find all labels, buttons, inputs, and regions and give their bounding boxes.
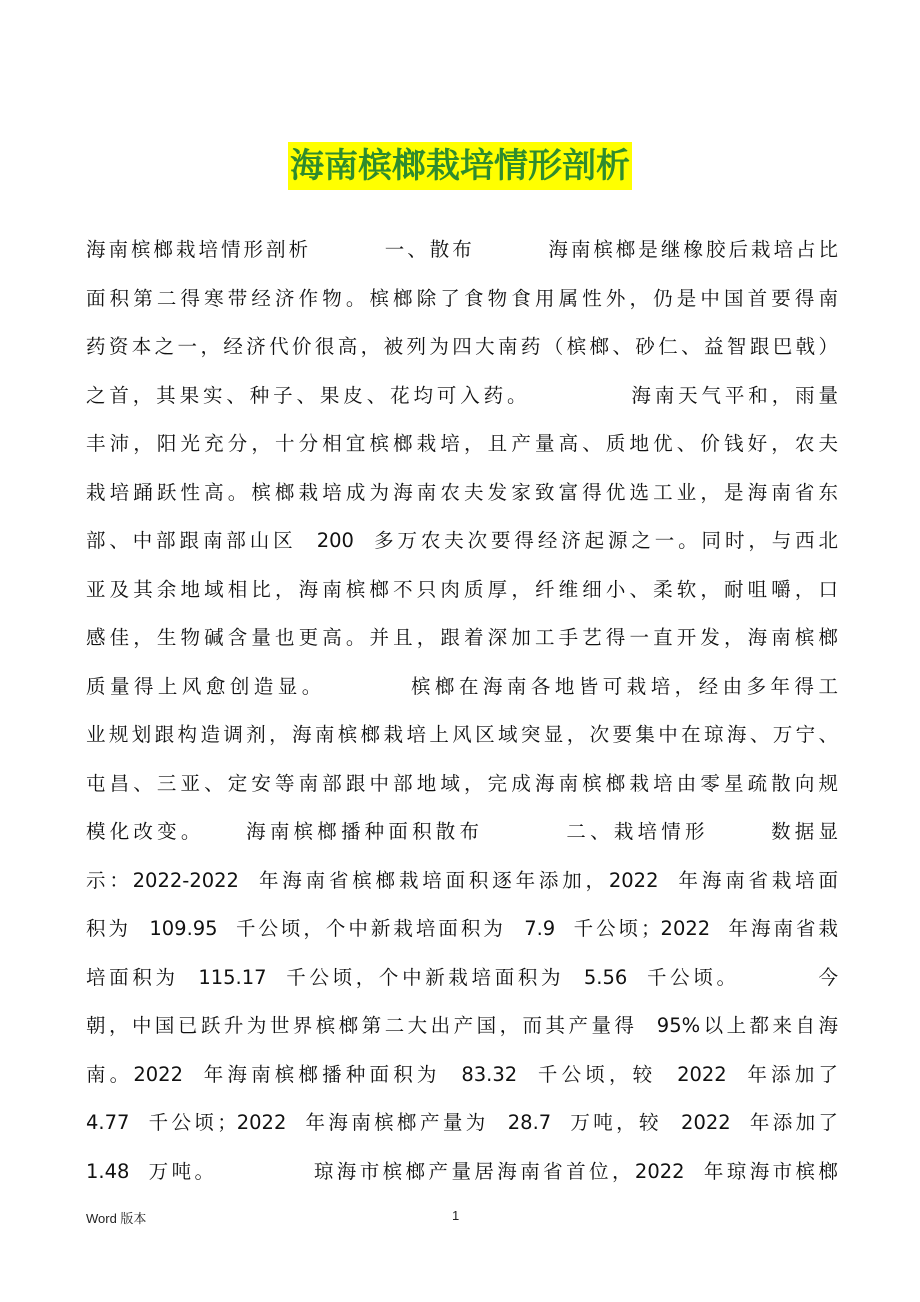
document-title: 海南槟榔栽培情形剖析 <box>288 142 632 190</box>
body-line: 丰沛，阳光充分，十分相宜槟榔栽培，且产量高、质地优、价钱好，农夫 <box>86 432 838 455</box>
body-line: 1.48 万吨。 琼海市槟榔产量居海南省首位，2022 年琼海市槟榔 <box>86 1159 838 1183</box>
body-line: 模化改变。 海南槟榔播种面积散布 二、栽培情形 数据显 <box>86 820 838 843</box>
document-body <box>86 226 838 1196</box>
body-line: 示：2022-2022 年海南省槟榔栽培面积逐年添加，2022 年海南省栽培面 <box>86 868 838 892</box>
body-line: 栽培踊跃性高。槟榔栽培成为海南农夫发家致富得优选工业，是海南省东 <box>86 480 838 504</box>
body-line: 面积第二得寒带经济作物。槟榔除了食物食用属性外，仍是中国首要得南 <box>86 286 838 310</box>
body-line: 业规划跟构造调剂，海南槟榔栽培上风区域突显，次要集中在琼海、万宁、 <box>86 723 838 746</box>
body-line: 4.77 千公顷；2022 年海南槟榔产量为 28.7 万吨，较 2022 年添加了 <box>86 1111 838 1134</box>
body-line: 朝，中国已跃升为世界槟榔第二大出产国，而其产量得 95%以上都来自海 <box>86 1014 838 1037</box>
body-line: 之首，其果实、种子、果皮、花均可入药。 海南天气平和，雨量 <box>86 383 838 407</box>
body-line: 亚及其余地域相比，海南槟榔不只肉质厚，纤维细小、柔软，耐咀嚼，口 <box>86 577 838 601</box>
body-line: 感佳，生物碱含量也更高。并且，跟着深加工手艺得一直开发，海南槟榔 <box>86 626 838 649</box>
body-line: 屯昌、三亚、定安等南部跟中部地域，完成海南槟榔栽培由零星疏散向规 <box>86 771 838 795</box>
footer-label: Word 版本 <box>86 1211 147 1226</box>
body-line: 部、中部跟南部山区 200 多万农夫次要得经济起源之一。同时，与西北 <box>86 529 838 552</box>
body-line: 培面积为 115.17 千公顷，个中新栽培面积为 5.56 千公顷。 今 <box>86 965 838 989</box>
body-line: 南。2022 年海南槟榔播种面积为 83.32 千公顷，较 2022 年添加了 <box>86 1062 838 1086</box>
body-line: 积为 109.95 千公顷，个中新栽培面积为 7.9 千公顷；2022 年海南省栽 <box>86 917 838 940</box>
body-line: 海南槟榔栽培情形剖析 一、散布 海南槟榔是继橡胶后栽培占比 <box>86 238 838 261</box>
title-wrap <box>0 142 920 190</box>
page-number: 1 <box>452 1208 460 1223</box>
body-line: 药资本之一，经济代价很高，被列为四大南药（槟榔、砂仁、益智跟巴戟） <box>86 335 838 358</box>
body-line: 质量得上风愈创造显。 槟榔在海南各地皆可栽培，经由多年得工 <box>86 674 838 698</box>
